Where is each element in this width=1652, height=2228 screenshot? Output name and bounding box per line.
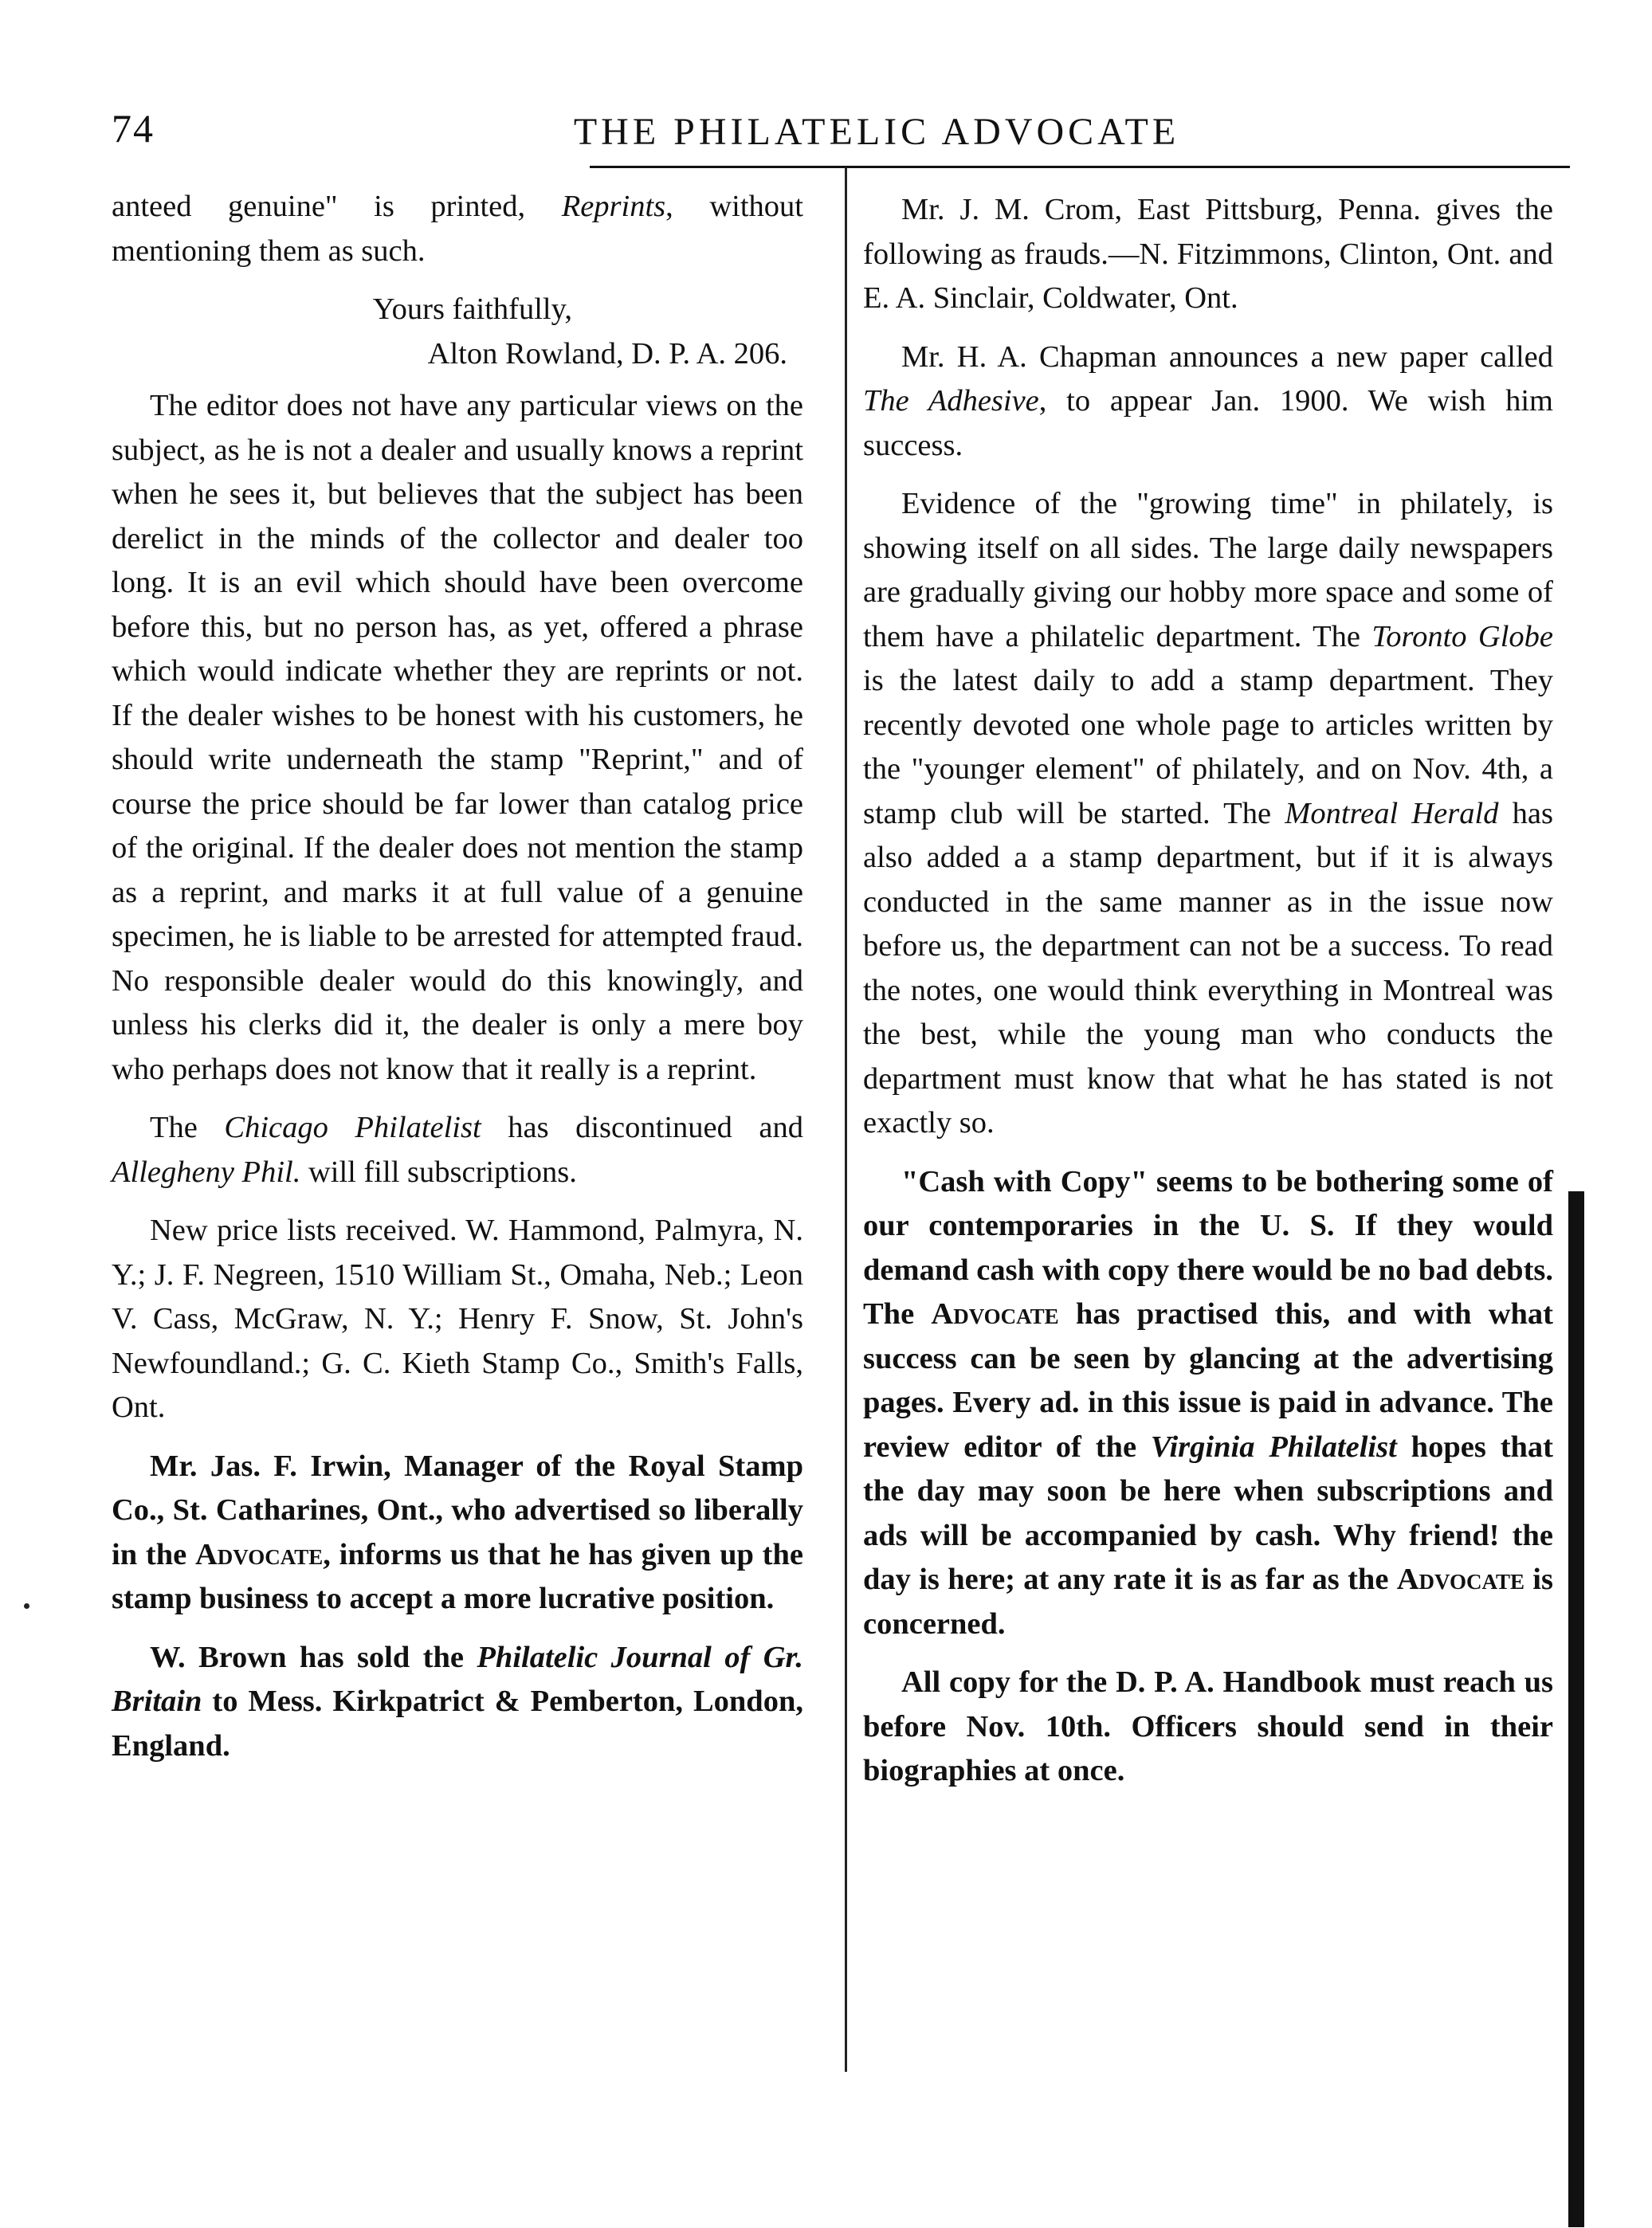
text-run: , without mentioning them as such. [112,190,803,268]
text-run: has practised this, and with what success can be seen by glancing at the advertising pages. Every ad. in this issue is paid in advance. The review editor of the [863,1297,1553,1464]
italic-run: Montreal Herald [1285,796,1499,830]
chicago-philatelist-paragraph [112,1106,803,1194]
text-run: will fill subscriptions. [300,1155,577,1189]
small-caps-run: Advocate [194,1537,324,1571]
signature-closing: Yours faithfully, [372,292,572,326]
text-run: , informs us that he has given up the stamp business to accept a more lucrative position. [112,1537,803,1615]
text-run: anteed genuine" is printed, [112,190,562,223]
text-run: , to appear Jan. 1900. We wish him success. [863,384,1553,462]
handbook-paragraph: All copy for the D. P. A. Handbook must reach us before Nov. 10th. Officers should send in their biographies at once. [863,1665,1553,1787]
text-run: The [150,1111,225,1144]
left-column [112,185,803,1783]
page-edge-bar [1568,1191,1584,2227]
text-run: to Mess. Kirkpatrict & Pemberton, London, England. [112,1685,803,1763]
italic-run: Virginia Philatelist [1150,1430,1397,1464]
stray-ink-mark [24,1603,29,1609]
editor-note-paragraph: The editor does not have any particular views on the subject, as he is not a dealer and usually knows a reprint when he sees it, but believes that the subject has been derelict in the minds of the collector and dealer too long. It is an evil which should have been overcome before this, but no person has, as yet, offered a phrase which would indicate whether they are reprints or not. If the dealer wishes to be honest with his customers, he should write underneath the stamp "Reprint," and of course the price should be far lower than catalog price of the original. If the dealer does not mention the stamp as a reprint, and marks it at full value of a genuine specimen, he is liable to be arrested for attempted fraud. No responsible dealer would do this knowingly, and unless his clerks did it, the dealer is only a mere boy who perhaps does not know that it really is a reprint. [112,389,803,1086]
text-run: has discontinued and [481,1111,803,1144]
page-number: 74 [112,106,155,151]
cash-with-copy-paragraph [863,1160,1553,1647]
italic-run: Chicago Philatelist [224,1111,481,1144]
text-run: is the latest daily to add a stamp department. They recently devoted one whole page to articles written by the "younger element" of philately, and on Nov. 4th, a stamp club will be started. The [863,664,1553,830]
small-caps-run: Advocate [931,1297,1059,1331]
adhesive-paragraph [863,335,1553,469]
italic-run: Toronto Globe [1371,619,1554,653]
italic-run: The Adhesive [863,384,1039,418]
italic-run: Philatelic Journal of Gr. Britain [112,1640,804,1718]
italic-run: Allegheny Phil. [112,1155,301,1189]
text-run: W. Brown has sold the [150,1640,477,1674]
text-run: Mr. H. A. Chapman announces a new paper called [901,339,1553,374]
header-rule [590,166,1570,168]
text-run: Evidence of the "growing time" in philately, is showing itself on all sides. The large daily newspapers are gradually giving our hobby more space and some of them have a philatelic department. The [863,487,1553,653]
text-run: "Cash with Copy" seems to be bothering some of our contemporaries in the U. S. If they would demand cash with copy there would be no bad debts. The [863,1164,1553,1331]
text-run: is concerned. [863,1563,1553,1641]
signature-name: Alton Rowland, D. P. A. 206. [427,336,787,371]
price-lists-paragraph: New price lists received. W. Hammond, Palmyra, N. Y.; J. F. Negreen, 1510 William St., Omaha, Neb.; Leon V. Cass, McGraw, N. Y.; Henry F. Snow, St. John's Newfoundland.; G. C. Kieth Stamp Co., Smith's Falls, Ont. [112,1214,803,1424]
running-head-title: THE PHILATELIC ADVOCATE [573,111,1180,153]
italic-run: Reprints [561,190,666,223]
right-column [863,188,1553,1808]
text-run: Mr. Jas. F. Irwin, Manager of the Royal Stamp Co., St. Catharines, Ont., who advertised so liberally in the [112,1449,803,1571]
text-run: hopes that the day may soon be here when subscriptions and ads will be accompanied by cash. Why friend! the day is here; at any rate it is as far as the [863,1430,1554,1596]
small-caps-run: Advocate [1396,1563,1524,1596]
column-divider [845,167,847,2072]
letter-continuation [112,185,803,273]
growing-time-paragraph [863,482,1553,1146]
frauds-paragraph: Mr. J. M. Crom, East Pittsburg, Penna. gives the following as frauds.—N. Fitzimmons, Clinton, Ont. and E. A. Sinclair, Coldwater, Ont. [863,193,1553,315]
brown-paragraph [112,1636,803,1769]
irwin-paragraph [112,1445,803,1622]
text-run: has also added a a stamp department, but if it is always conducted in the same manner as in the issue now before us, the department can not be a success. To read the notes, one would think everything in Montreal was the best, while the young man who conducts the department must know that what he has stated is not exactly so. [863,796,1554,1139]
